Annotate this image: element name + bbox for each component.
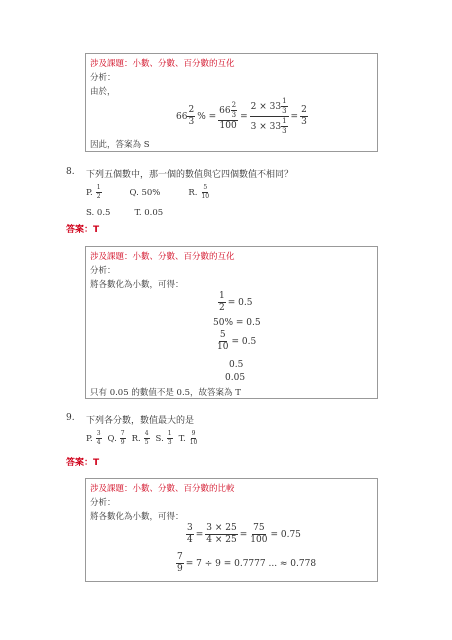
question-8-answer: 答案：T — [66, 225, 100, 235]
topic-label: 涉及課題：小數、分數、百分數的互化 — [90, 252, 235, 262]
analysis-label: 分析： — [90, 73, 116, 83]
analysis-label: 分析： — [90, 266, 116, 276]
option-t: T. 0.05 — [134, 208, 164, 218]
equation-three-quarters: $\frac{3}{4}$ = $\frac{3 \times 25}{4 \times 25}$ = $\frac{75}{100}$ = 0.75 — [187, 523, 301, 545]
equation-five-tenths: $\frac{5}{10}$ = 0.5 — [217, 330, 257, 352]
option-q: Q. $\frac{7}{9}$ — [107, 430, 125, 446]
option-s: S. $\frac{1}{3}$ — [155, 430, 172, 446]
option-p: P. $\frac{3}{4}$ — [86, 430, 101, 446]
option-r: R. $\frac{5}{10}$ — [188, 184, 210, 200]
topic-label: 涉及課題：小數、分數、百分數的比較 — [90, 484, 235, 494]
question-8-number: 8. — [66, 167, 75, 177]
question-8-text: 下列五個數中，那一個的數值與它四個數值不相同？ — [86, 170, 294, 180]
analysis-line: 將各數化為小數，可得： — [90, 280, 184, 290]
equation-half: $\frac{1}{2}$ = 0.5 — [219, 291, 253, 313]
equation-seven-ninths: $\frac{7}{9}$ = 7 ÷ 9 = 0.7777 ... ≈ 0.778 — [177, 552, 317, 574]
conclusion-text: 因此，答案為 S — [90, 140, 150, 150]
option-q: Q. 50% — [129, 187, 161, 198]
conclusion-text: 只有 0.05 的數值不是 0.5，故答案為 T — [90, 388, 241, 398]
topic-label: 涉及課題：小數、分數、百分數的互化 — [90, 59, 235, 69]
question-9-number: 9. — [66, 413, 75, 423]
option-p: P. $\frac{1}{2}$ — [86, 184, 101, 200]
question-9-answer: 答案：T — [66, 458, 100, 468]
equation-percent-to-fraction: 66 $\frac{2}{3}$ % = 66 $\frac{2}{3}$ 100 = 2 × 33 $\frac{1}{3}$ 3 × 33 $\frac{1}{3}$ = $\frac{2}{3}$ — [176, 97, 307, 135]
equation-percent: 50% = 0.5 — [213, 318, 261, 328]
question-9-text: 下列各分數，數值最大的是 — [86, 416, 195, 426]
equation-decimal: 0.5 — [229, 360, 244, 370]
question-8-options-row1 — [86, 185, 210, 200]
analysis-label: 分析： — [90, 498, 116, 508]
question-8-options-row2 — [86, 208, 163, 218]
equation-small-decimal: 0.05 — [225, 373, 246, 383]
option-r: R. $\frac{4}{5}$ — [131, 430, 149, 446]
analysis-line: 將各數化為小數，可得： — [90, 512, 184, 522]
option-s: S. 0.5 — [86, 208, 111, 218]
option-t: T. $\frac{9}{10}$ — [178, 430, 198, 446]
solution-box-2 — [85, 246, 378, 399]
question-9-options — [86, 431, 198, 446]
solution-box-3 — [85, 478, 378, 582]
solution-box-1 — [85, 53, 378, 152]
analysis-line: 由於， — [90, 87, 116, 97]
